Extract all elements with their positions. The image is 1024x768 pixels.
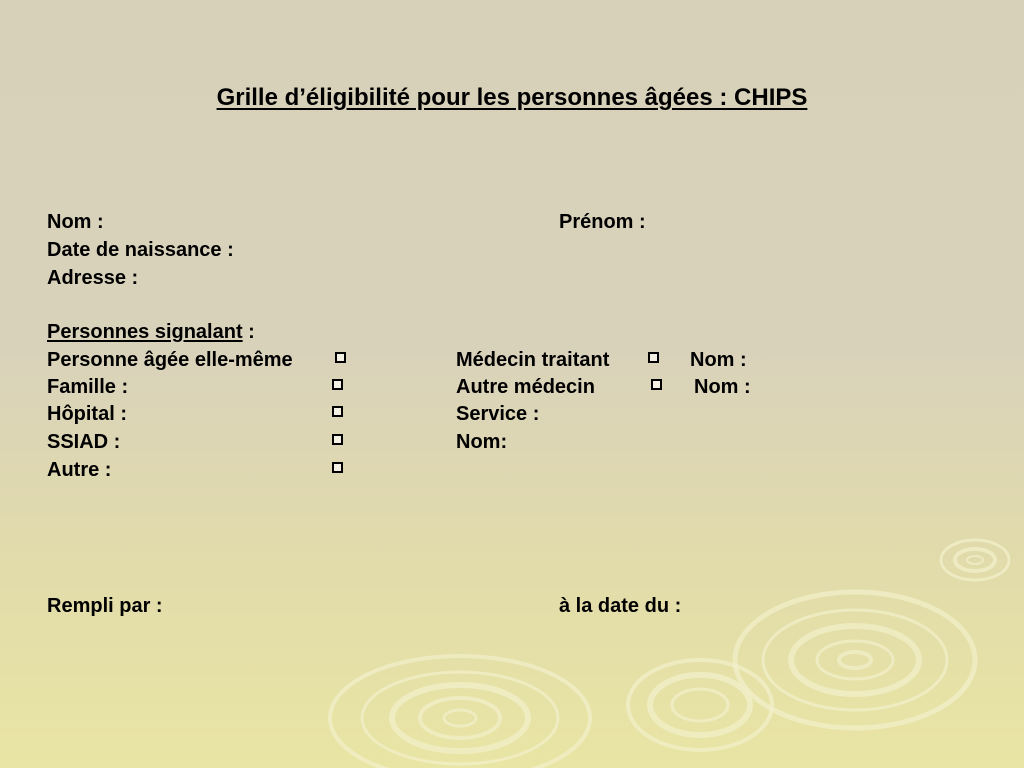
- option-personne-agee: Personne âgée elle-même: [47, 349, 293, 371]
- autre-medecin-label: Autre médecin: [456, 376, 595, 398]
- signalant-heading-text: Personnes signalant: [47, 321, 243, 343]
- checkbox-hopital[interactable]: [332, 406, 343, 417]
- date-du-label: à la date du :: [559, 595, 682, 617]
- checkbox-ssiad[interactable]: [332, 434, 343, 445]
- option-autre: Autre :: [47, 459, 112, 481]
- medecin-traitant-label: Médecin traitant: [456, 349, 610, 371]
- service-label: Service :: [456, 403, 540, 425]
- rempli-par-label: Rempli par :: [47, 595, 163, 617]
- checkbox-autre-medecin[interactable]: [651, 379, 662, 390]
- signalant-heading-suffix: :: [242, 321, 255, 343]
- option-ssiad: SSIAD :: [47, 431, 121, 453]
- checkbox-autre[interactable]: [332, 462, 343, 473]
- date-naissance-label: Date de naissance :: [47, 239, 234, 261]
- nom-signalant-label: Nom:: [456, 431, 508, 453]
- prenom-label: Prénom :: [559, 211, 646, 233]
- option-famille: Famille :: [47, 376, 129, 398]
- nom-label: Nom :: [47, 211, 104, 233]
- checkbox-famille[interactable]: [332, 379, 343, 390]
- medecin-traitant-nom-label: Nom :: [690, 349, 747, 371]
- autre-medecin-nom-label: Nom :: [694, 376, 751, 398]
- option-hopital: Hôpital :: [47, 403, 127, 425]
- adresse-label: Adresse :: [47, 267, 139, 289]
- checkbox-medecin-traitant[interactable]: [648, 352, 659, 363]
- page-title: Grille d’éligibilité pour les personnes âgées : CHIPS: [216, 84, 808, 111]
- signalant-heading: [47, 320, 255, 344]
- checkbox-personne-agee[interactable]: [335, 352, 346, 363]
